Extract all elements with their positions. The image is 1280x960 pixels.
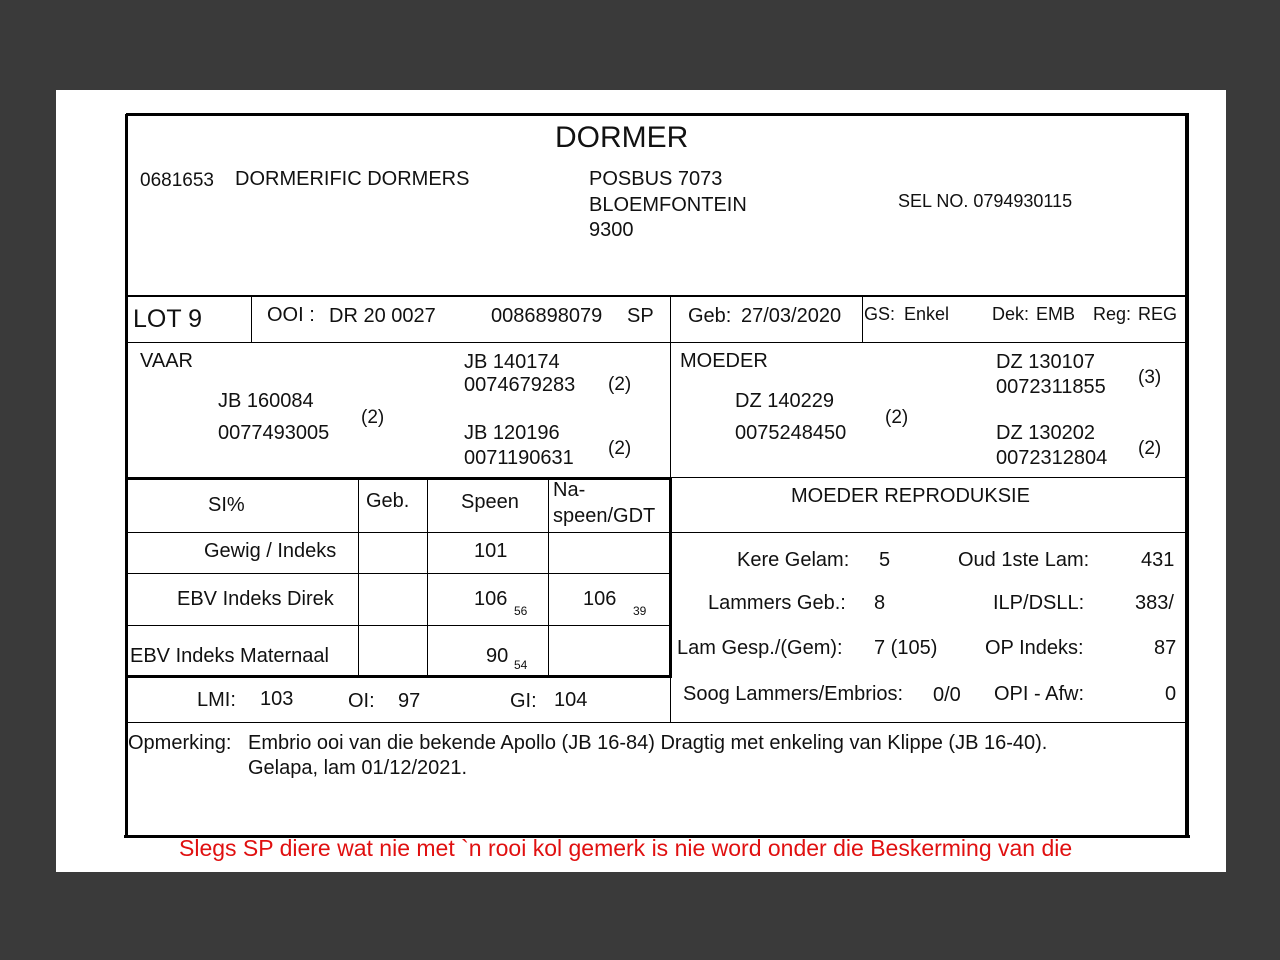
- rule-si-row1: [127, 573, 671, 574]
- geb-header: Geb.: [366, 490, 410, 512]
- sire-sire-number: 0074679283: [464, 374, 576, 396]
- rule-si-col3: [548, 480, 549, 676]
- si-row-label: Gewig / Indeks: [204, 540, 337, 562]
- naspeen-header-line1: Na-: [553, 479, 586, 501]
- repro-value: 8: [874, 592, 886, 614]
- si-row-speen-accuracy: 54: [514, 658, 528, 672]
- si-row-naspeen: 106: [583, 588, 617, 610]
- repro-label: OP Indeks:: [985, 637, 1084, 659]
- dam-dam-id: DZ 130202: [996, 422, 1095, 444]
- si-row-label: EBV Indeks Maternaal: [130, 645, 329, 667]
- gs-value: Enkel: [904, 304, 950, 324]
- birth-label: Geb:: [688, 305, 732, 327]
- rule-geb-divider: [862, 296, 863, 342]
- sire-sire-count: (2): [608, 374, 632, 395]
- frame-top: [126, 113, 1189, 116]
- rule-si-row2: [127, 625, 671, 626]
- rule-si-col1: [358, 480, 359, 676]
- owner-name: DORMERIFIC DORMERS: [235, 168, 470, 190]
- repro-value: 383/: [1135, 592, 1174, 614]
- sire-number: 0077493005: [218, 422, 330, 444]
- rule-si-header: [127, 532, 1187, 533]
- oi-value: 97: [398, 690, 421, 712]
- frame-left: [125, 114, 128, 837]
- rule-si-table-bottom: [127, 675, 672, 678]
- oi-label: OI:: [348, 690, 375, 712]
- cell-number: SEL NO. 0794930115: [898, 191, 1073, 211]
- gs-label: GS:: [864, 304, 896, 324]
- dam-dam-number: 0072312804: [996, 447, 1108, 469]
- footer-note: Slegs SP diere wat nie met `n rooi kol gemerk is nie word onder die Beskerming van die: [179, 835, 1073, 861]
- si-row-speen: 90: [486, 645, 509, 667]
- repro-value: 0: [1165, 683, 1177, 705]
- breed-title: DORMER: [555, 121, 689, 154]
- repro-label: Lammers Geb.:: [708, 592, 846, 614]
- dek-label: Dek:: [992, 304, 1030, 324]
- repro-label: Oud 1ste Lam:: [958, 549, 1090, 571]
- repro-label: Kere Gelam:: [737, 549, 850, 571]
- repro-value: 5: [879, 549, 891, 571]
- owner-code: 0681653: [140, 170, 214, 191]
- rule-si-col2: [427, 480, 428, 676]
- si-row-speen: 101: [474, 540, 508, 562]
- ewe-number: 0086898079: [491, 305, 603, 327]
- sire-count: (2): [361, 407, 385, 428]
- ewe-label: OOI :: [267, 304, 315, 326]
- dam-number: 0075248450: [735, 422, 847, 444]
- frame-right: [1185, 114, 1189, 837]
- birth-date: 27/03/2020: [741, 305, 842, 327]
- naspeen-header-line2: speen/GDT: [553, 505, 656, 527]
- repro-label: OPI - Afw:: [994, 683, 1085, 705]
- repro-value: 431: [1141, 549, 1175, 571]
- sire-dam-number: 0071190631: [464, 447, 574, 469]
- dam-dam-count: (2): [1138, 438, 1162, 459]
- repro-value: 7 (105): [874, 637, 938, 659]
- reg-label: Reg:: [1093, 304, 1132, 324]
- address-line2: BLOEMFONTEIN: [589, 194, 747, 216]
- repro-label: Lam Gesp./(Gem):: [677, 637, 843, 659]
- si-row-speen: 106: [474, 588, 508, 610]
- si-header: SI%: [208, 494, 245, 516]
- footer-note-clipped-line: [544, 862, 550, 872]
- remark-line1: Embrio ooi van die bekende Apollo (JB 16-84) Dragtig met enkeling van Klippe (JB 16-40).: [248, 732, 1048, 754]
- repro-value: 87: [1154, 637, 1177, 659]
- rule-lot-divider: [251, 296, 252, 342]
- ewe-class: SP: [627, 305, 654, 327]
- sire-label: VAAR: [140, 350, 193, 372]
- repro-value: 0/0: [933, 684, 961, 706]
- sire-id: JB 160084: [218, 390, 314, 412]
- remark-line2: Gelapa, lam 01/12/2021.: [248, 757, 468, 779]
- repro-label: ILP/DSLL:: [993, 592, 1085, 614]
- rule-si-right: [669, 480, 672, 678]
- rule-pedigree-right-bottom: [672, 477, 1187, 478]
- ewe-id: DR 20 0027: [329, 305, 436, 327]
- rule-header-bottom: [127, 295, 1187, 297]
- sire-dam-count: (2): [608, 438, 632, 459]
- lot-number: LOT 9: [133, 305, 203, 333]
- si-row-label: EBV Indeks Direk: [177, 588, 334, 610]
- catalogue-sheet: [56, 90, 1226, 872]
- rule-lot-bottom: [127, 342, 1187, 343]
- sire-dam-id: JB 120196: [464, 422, 560, 444]
- reproduction-title: MOEDER REPRODUKSIE: [791, 485, 1030, 507]
- si-row-speen-accuracy: 56: [514, 604, 528, 618]
- sire-sire-id: JB 140174: [464, 351, 560, 373]
- dam-sire-id: DZ 130107: [996, 351, 1095, 373]
- dek-value: EMB: [1036, 304, 1076, 324]
- remark-label: Opmerking:: [128, 732, 232, 754]
- gi-label: GI:: [510, 690, 537, 712]
- speen-header: Speen: [461, 491, 519, 513]
- dam-count: (2): [885, 407, 909, 428]
- rule-remark-top: [127, 722, 1187, 723]
- gi-value: 104: [554, 689, 588, 711]
- dam-sire-number: 0072311855: [996, 376, 1106, 398]
- address-line1: POSBUS 7073: [589, 168, 723, 190]
- address-line3: 9300: [589, 219, 634, 241]
- repro-label: Soog Lammers/Embrios:: [683, 683, 904, 705]
- reg-value: REG: [1138, 304, 1178, 324]
- lmi-label: LMI:: [197, 689, 236, 711]
- si-row-naspeen-accuracy: 39: [633, 604, 647, 618]
- dam-id: DZ 140229: [735, 390, 834, 412]
- dam-label: MOEDER: [680, 350, 768, 372]
- lmi-value: 103: [260, 688, 294, 710]
- dam-sire-count: (3): [1138, 367, 1162, 388]
- rule-pedigree-left-bottom: [127, 477, 672, 480]
